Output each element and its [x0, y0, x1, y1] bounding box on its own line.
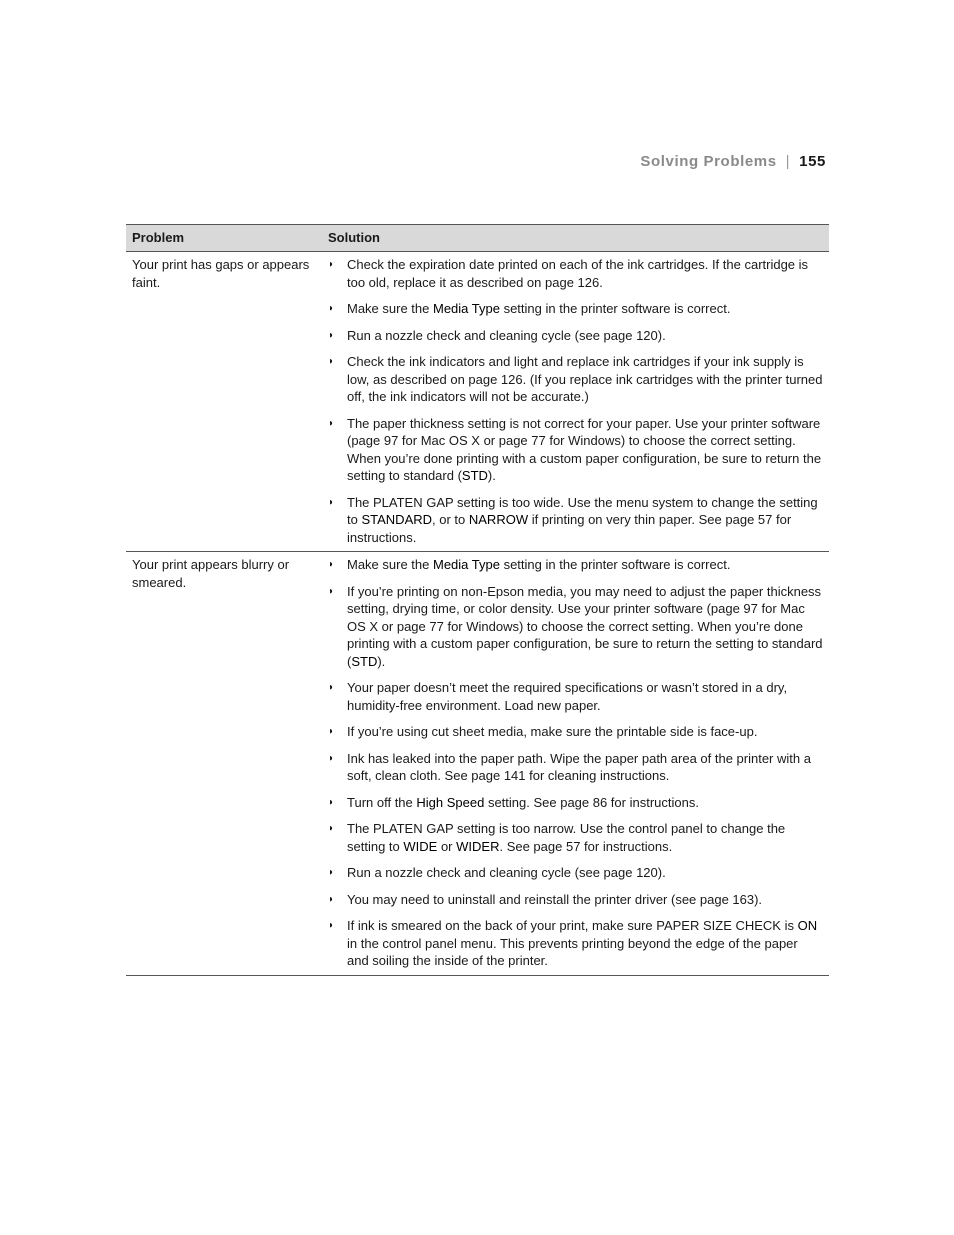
text-segment: or: [437, 838, 457, 854]
table-header: [126, 224, 829, 252]
bullet-icon: ◗: [328, 259, 335, 270]
bullet-icon: ◗: [328, 893, 335, 905]
text-segment: if printing on very thin paper. See page 57 for instructions.: [347, 512, 792, 545]
text-segment: Check the expiration date printed on each of the ink cartridges. If the cartridge is too old, replace it as described on page 126.: [347, 257, 809, 290]
solution-item: [328, 494, 823, 547]
setting-name: STANDARD: [361, 512, 433, 527]
text-segment: ).: [487, 468, 496, 483]
solution-item: [328, 820, 823, 855]
solution-cell: [328, 556, 829, 970]
text-segment: Run a nozzle check and cleaning cycle (see page 120).: [347, 865, 666, 880]
solution-item: [328, 556, 823, 574]
bullet-icon: ◗: [328, 823, 335, 834]
solution-item: [328, 794, 823, 812]
text-segment: Run a nozzle check and cleaning cycle (see page 120).: [347, 327, 666, 343]
solution-text: [347, 864, 823, 882]
setting-name: Media Type: [433, 557, 500, 572]
setting-name: WIDE: [403, 838, 438, 854]
header-separator: |: [785, 153, 791, 170]
setting-name: ON: [797, 918, 818, 933]
solution-text: [347, 556, 823, 574]
solution-text: [347, 917, 823, 970]
page-number: 155: [799, 153, 826, 170]
text-segment: Make sure the: [347, 557, 433, 572]
text-segment: ).: [377, 653, 386, 669]
solution-item: [328, 750, 823, 785]
text-segment: If you’re using cut sheet media, make sure the printable side is face-up.: [347, 724, 758, 739]
bullet-icon: ◗: [328, 867, 335, 878]
text-segment: The PLATEN GAP setting is too wide. Use the menu system to change the setting to: [347, 494, 818, 527]
solution-text: [347, 415, 823, 485]
solution-text: [347, 820, 823, 855]
solution-item: [328, 917, 823, 970]
solution-text: [347, 494, 823, 547]
bullet-icon: ◗: [328, 726, 335, 737]
solution-text: [347, 583, 823, 671]
text-segment: Your paper doesn’t meet the required specifications or wasn’t stored in a dry, humidity-free environment. Load new paper.: [347, 680, 788, 713]
bullet-icon: ◗: [328, 920, 335, 931]
setting-name: NARROW: [468, 512, 529, 527]
setting-name: STD: [351, 653, 378, 669]
bullet-icon: ◗: [328, 796, 335, 808]
solution-item: [328, 723, 823, 741]
bullet-icon: ◗: [328, 559, 335, 570]
solution-item: [328, 300, 823, 318]
text-segment: . See page 57 for instructions.: [499, 838, 673, 854]
text-segment: setting. See page 86 for instructions.: [484, 794, 699, 810]
table-body: [126, 252, 829, 976]
solution-item: [328, 256, 823, 291]
troubleshooting-table: [126, 224, 829, 976]
text-segment: The paper thickness setting is not correct for your paper. Use your printer software (page 97 for Mac OS X or page 77 for Windows) to choose the correct setting. When you’re done printing with a custom paper configuration, be sure to return the setting to standard (: [347, 415, 822, 483]
running-header: [640, 153, 826, 170]
setting-name: WIDER: [456, 838, 500, 854]
text-segment: in the control panel menu. This prevents printing beyond the edge of the paper and soiling the inside of the printer.: [347, 935, 798, 968]
solution-text: [347, 723, 823, 741]
solution-text: [347, 353, 823, 406]
problem-cell: Your print appears blurry or smeared.: [132, 557, 290, 590]
bullet-icon: ◗: [328, 496, 335, 508]
text-segment: , or to: [432, 512, 469, 527]
solution-text: [347, 300, 823, 318]
bullet-icon: ◗: [328, 356, 335, 367]
problem-cell: Your print has gaps or appears faint.: [132, 257, 310, 290]
solution-cell: [328, 256, 829, 546]
text-segment: Check the ink indicators and light and replace ink cartridges if your ink supply is low, as described on page 126. (If you replace ink cartridges with the printer turned off, the ink indicators will not be accurate.): [347, 354, 823, 404]
text-segment: The PLATEN GAP setting is too narrow. Use the control panel to change the setting to: [347, 821, 786, 854]
column-header-solution: Solution: [328, 230, 380, 246]
setting-name: STD: [461, 468, 488, 483]
text-segment: Turn off the: [347, 794, 417, 810]
bullet-icon: ◗: [328, 752, 335, 764]
solution-item: [328, 353, 823, 406]
text-segment: setting in the printer software is correct.: [499, 557, 731, 572]
solution-text: [347, 750, 823, 785]
solution-text: [347, 256, 823, 291]
solution-text: [347, 891, 823, 909]
table-row: [126, 252, 829, 552]
section-title: Solving Problems: [640, 153, 777, 170]
text-segment: setting in the printer software is correct.: [499, 301, 731, 316]
bullet-icon: ◗: [328, 585, 335, 597]
solution-item: [328, 891, 823, 909]
solution-text: [347, 794, 823, 812]
text-segment: If ink is smeared on the back of your print, make sure PAPER SIZE CHECK is: [347, 918, 798, 933]
text-segment: Make sure the: [347, 301, 433, 316]
solution-text: [347, 327, 823, 345]
solution-item: [328, 864, 823, 882]
setting-name: Media Type: [433, 301, 500, 316]
table-row: [126, 552, 829, 976]
bullet-icon: ◗: [328, 303, 335, 314]
text-segment: Ink has leaked into the paper path. Wipe the paper path area of the printer with a soft, clean cloth. See page 141 for cleaning instructions.: [347, 750, 811, 783]
setting-name: High Speed: [416, 794, 485, 810]
column-header-problem: Problem: [132, 230, 185, 246]
solution-text: [347, 679, 823, 714]
bullet-icon: ◗: [328, 682, 335, 693]
bullet-icon: ◗: [328, 329, 335, 341]
solution-item: [328, 583, 823, 671]
solution-item: [328, 327, 823, 345]
bullet-icon: ◗: [328, 417, 335, 429]
text-segment: You may need to uninstall and reinstall the printer driver (see page 163).: [347, 891, 763, 907]
text-segment: If you’re printing on non-Epson media, you may need to adjust the paper thickness setting, drying time, or color density. Use your printer software (page 97 for Mac OS X or page 77 for Windows) to choose the correct setting. When you’re done printing with a custom paper configuration, be sure to return the setting to standard (: [347, 583, 823, 669]
solution-item: [328, 679, 823, 714]
solution-item: [328, 415, 823, 485]
